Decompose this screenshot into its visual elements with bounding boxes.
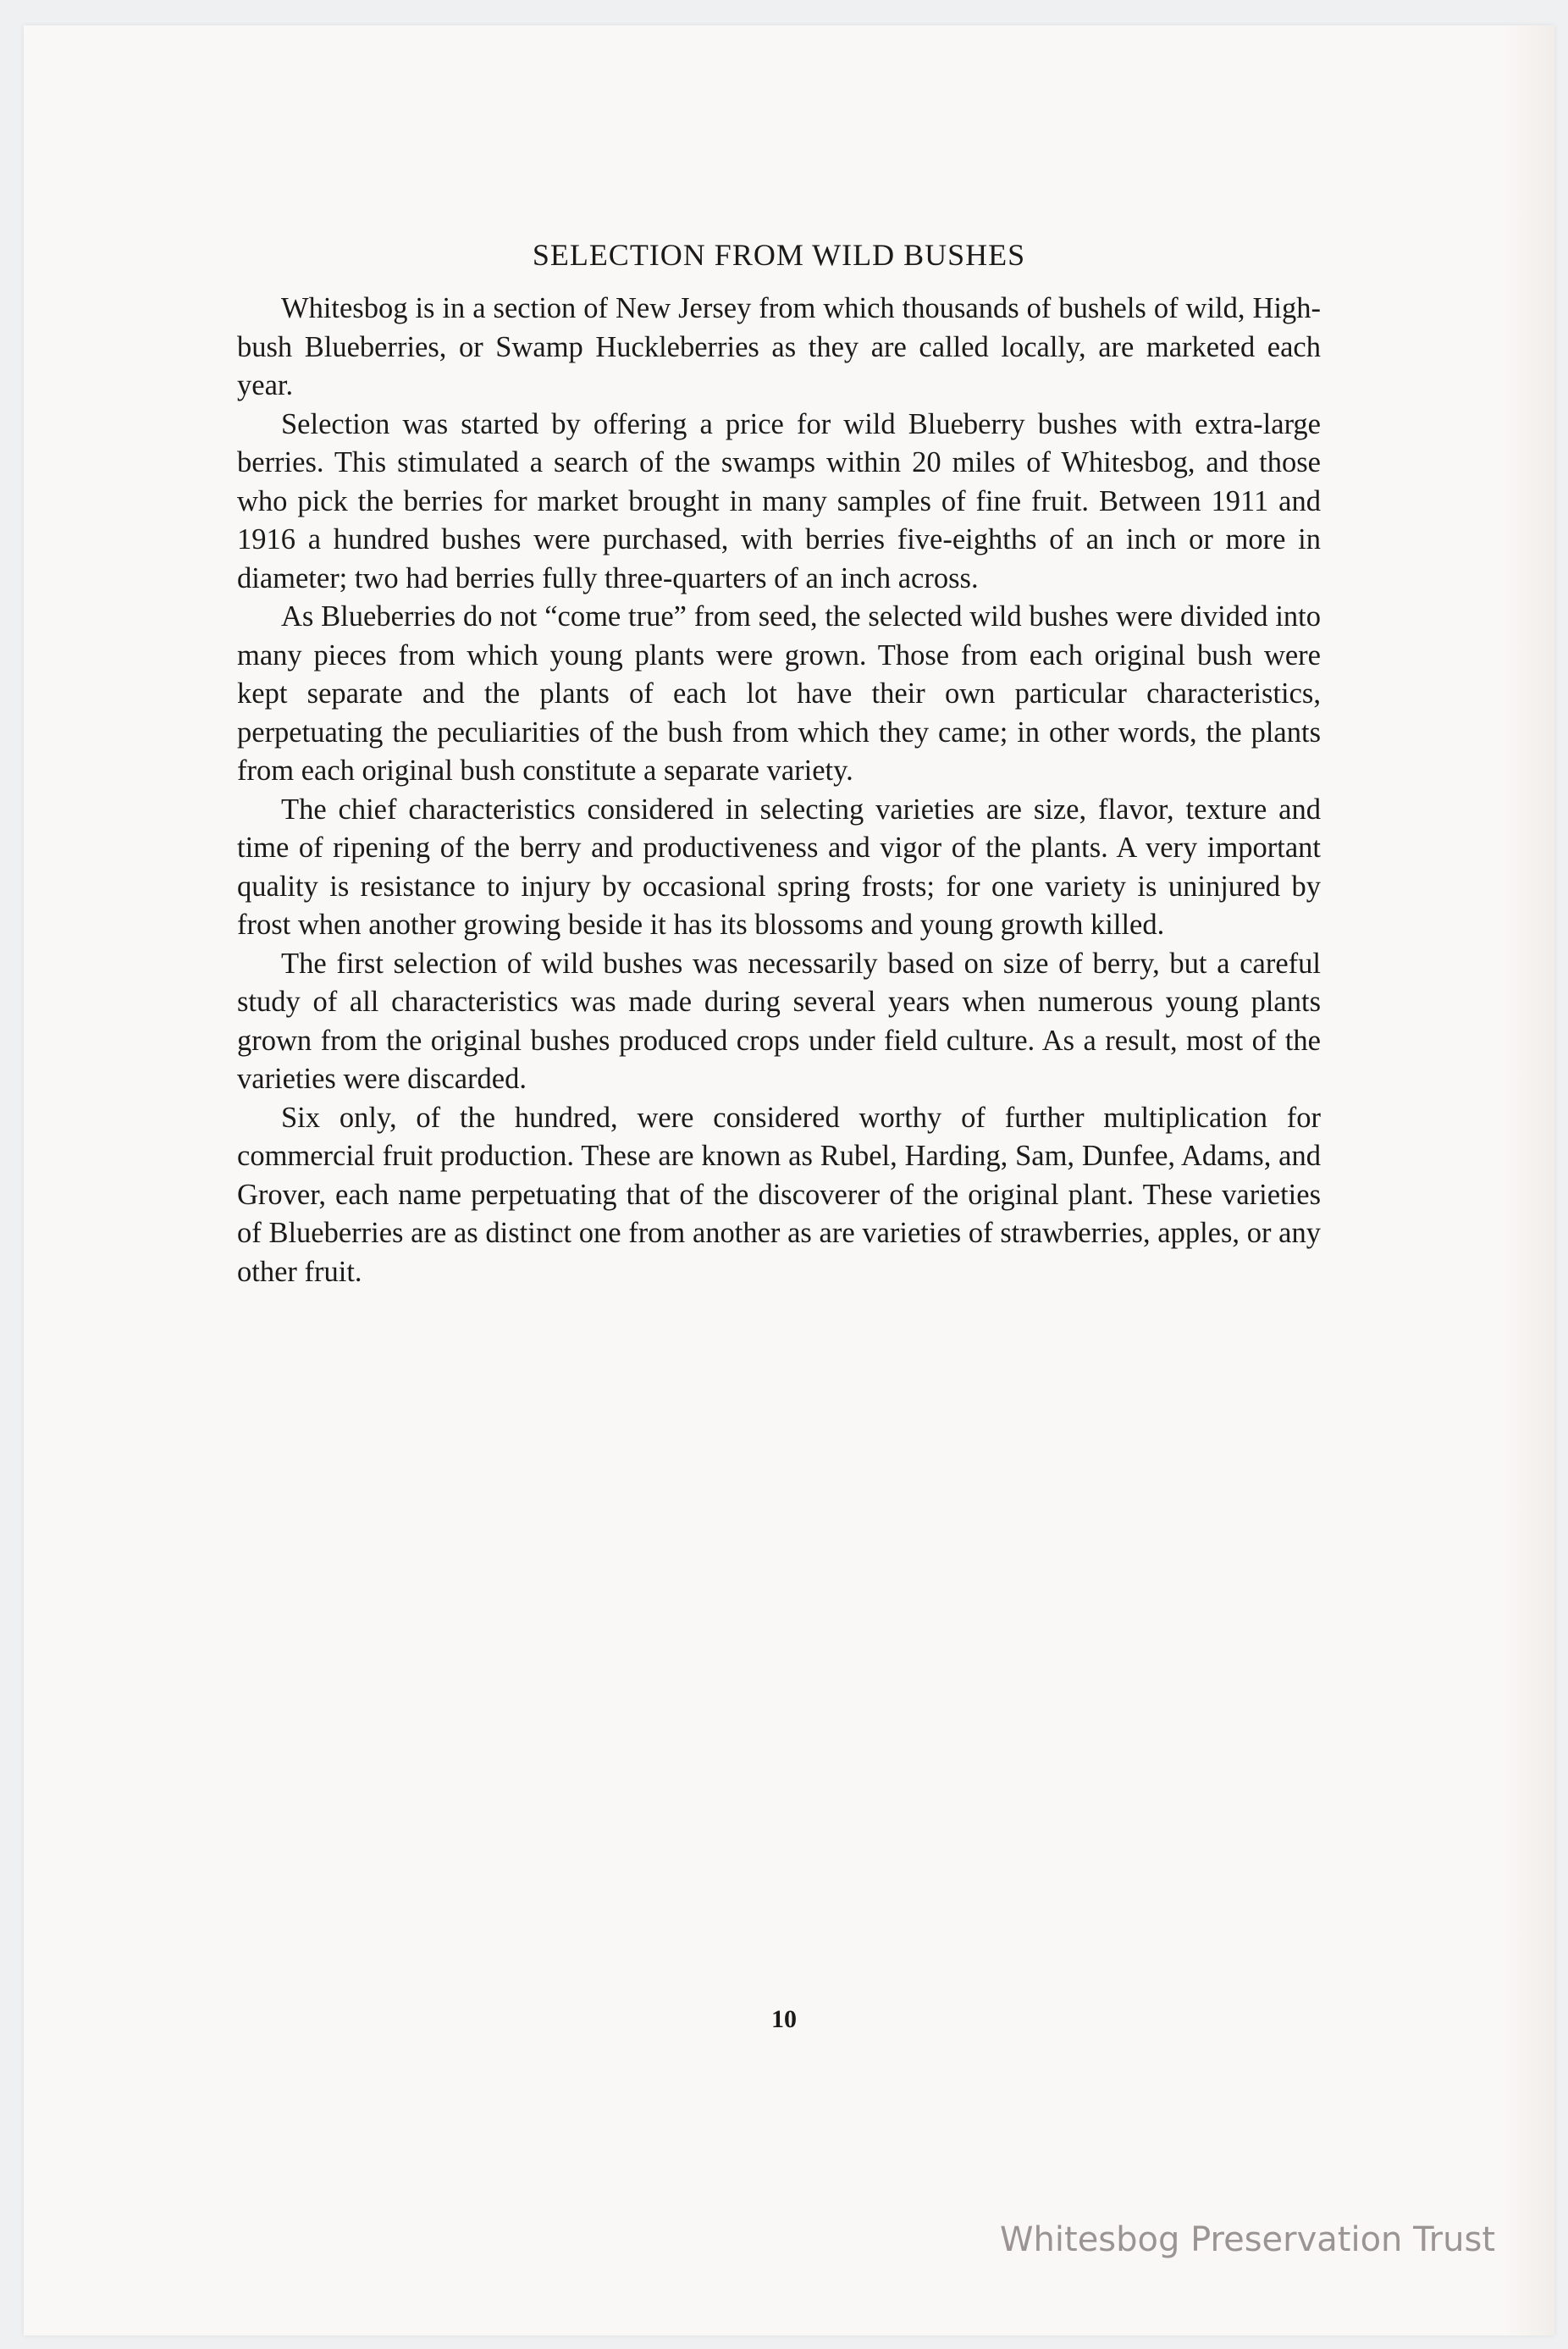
document-body: [237, 237, 1321, 1291]
paragraph-6: Six only, of the hundred, were considered worthy of further multiplication for commercial fruit production. These are known as Rubel, Harding, Sam, Dunfee, Adams, and Grover, each name perpetuating that of the discoverer of the original plant. These varieties of Blueberries are as distinct one from another as are varieties of strawberries, apples, or any other fruit.: [237, 1101, 1321, 1288]
watermark: Whitesbog Preservation Trust: [1000, 2220, 1495, 2259]
paragraph-4: The chief characteristics considered in selecting varieties are size, flavor, texture and time of ripening of the berry and productiveness and vigor of the plants. A very important quality is resistance to injury by occasional spring frosts; for one variety is uninjured by frost when another growing beside it has its blossoms and young growth killed.: [237, 793, 1321, 941]
paragraph-5: The first selection of wild bushes was necessarily based on size of berry, but a careful study of all characteristics was made during several years when numerous young plants grown from the original bushes produced crops under field culture. As a result, most of the varieties were discarded.: [237, 947, 1321, 1095]
paragraph-3: As Blueberries do not “come true” from seed, the selected wild bushes were divided into many pieces from which young plants were grown. Those from each original bush were kept separate and the plants of each lot have their own particular characteristics, perpetuating the peculiarities of the bush from which they came; in other words, the plants from each original bush constitute a separate variety.: [237, 600, 1321, 787]
page-number: 10: [771, 2005, 797, 2033]
paragraph-1: Whitesbog is in a section of New Jersey from which thousands of bushels of wild, High-bush Blueberries, or Swamp Huckleberries as they are called locally, are marketed each year.: [237, 292, 1321, 401]
page-title: SELECTION FROM WILD BUSHES: [532, 238, 1026, 272]
paragraph-2: Selection was started by offering a price for wild Blueberry bushes with extra-large berries. This stimulated a search of the swamps within 20 miles of Whitesbog, and those who pick the berries for market brought in many samples of fine fruit. Between 1911 and 1916 a hundred bushes were purchased, with berries five-eighths of an inch or more in diameter; two had berries fully three-quarters of an inch across.: [237, 407, 1321, 594]
page-edge-shadow: [1504, 25, 1554, 2335]
